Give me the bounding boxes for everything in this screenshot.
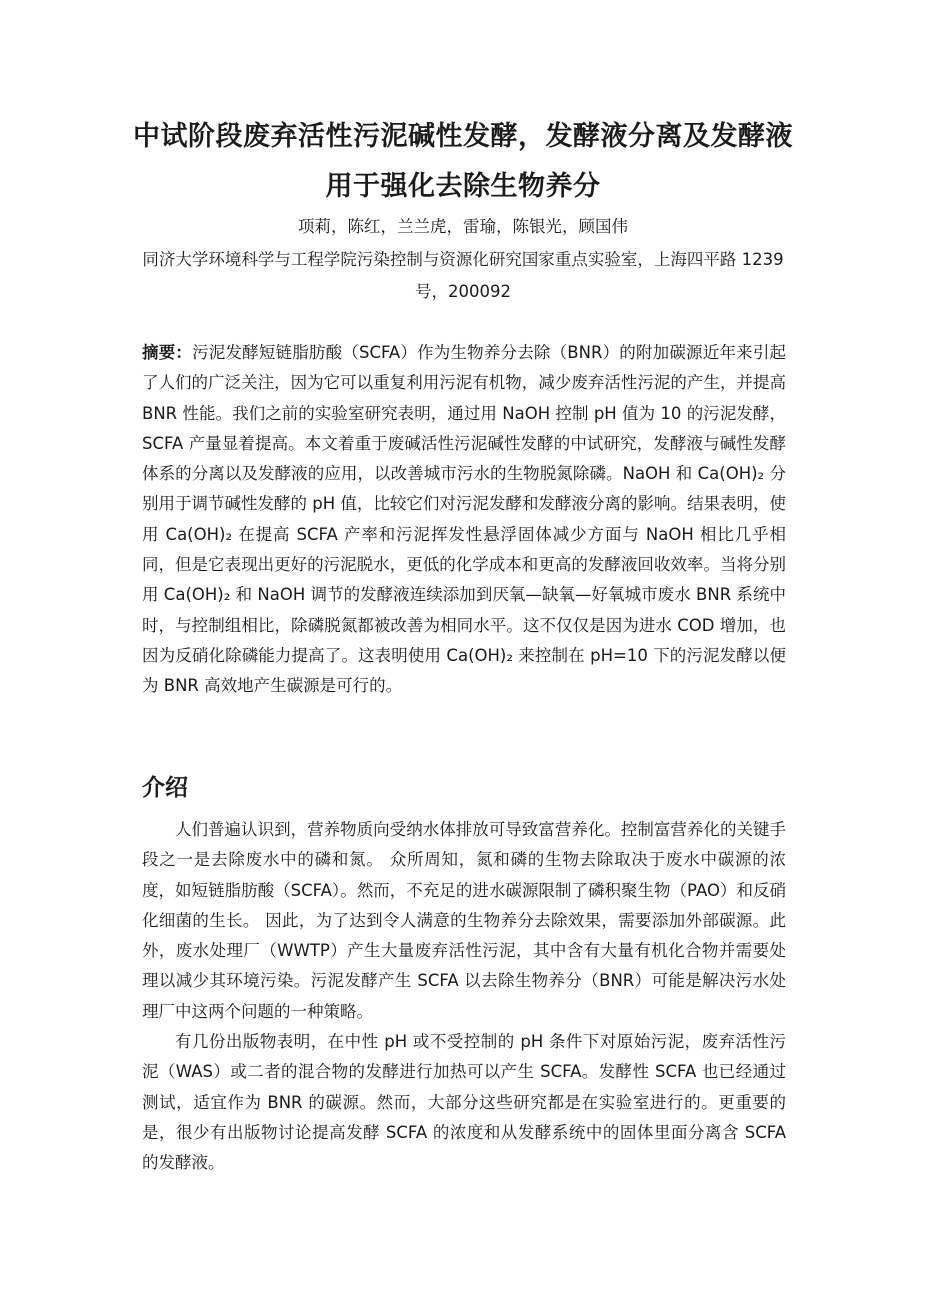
author-list: 项莉，陈红，兰兰虎，雷瑜，陈银光，顾国伟 [298,217,628,236]
paper-title: 中试阶段废弃活性污泥碱性发酵，发酵液分离及发酵液用于强化去除生物养分 [133,121,793,202]
abstract [142,338,786,702]
paragraph: 有几份出版物表明，在中性 pH 或不受控制的 pH 条件下对原始污泥，废弃活性污泥（WAS）或二者的混合物的发酵进行加热可以产生 SCFA。发酵性 SCFA 也已经通过测试，适宜作为 BNR 的碳源。然而，大部分这些研究都是在实验室进行的。更重要的是，很少有出版物讨论提高发酵 SCFA 的浓度和从发酵系统中的固体里面分离含 SCFA 的发酵液。 [142,1032,786,1173]
introduction-body [142,815,786,1179]
section-heading-introduction: 介绍 [142,775,188,801]
abstract-text: 污泥发酵短链脂肪酸（SCFA）作为生物养分去除（BNR）的附加碳源近年来引起了人们的广泛关注，因为它可以重复利用污泥有机物，减少废弃活性污泥的产生，并提高 BNR 性能。我们之前的实验室研究表明，通过用 NaOH 控制 pH 值为 10 的污泥发酵，SCFA 产量显着提高。本文着重于废碱活性污泥碱性发酵的中试研究，发酵液与碱性发酵体系的分离以及发酵液的应用，以改善城市污水的生物脱氮除磷。NaOH 和 Ca(OH)₂ 分别用于调节碱性发酵的 pH 值，比较它们对污泥发酵和发酵液分离的影响。结果表明，使用 Ca(OH)₂ 在提高 SCFA 产率和污泥挥发性悬浮固体减少方面与 NaOH 相比几乎相同，但是它表现出更好的污泥脱水，更低的化学成本和更高的发酵液回收效率。当将分别用 Ca(OH)₂ 和 NaOH 调节的发酵液连续添加到厌氧—缺氧—好氧城市废水 BNR 系统中时，与控制组相比，除磷脱氮都被改善为相同水平。这不仅仅是因为进水 COD 增加，也因为反硝化除磷能力提高了。这表明使用 Ca(OH)₂ 来控制在 pH=10 下的污泥发酵以便为 BNR 高效地产生碳源是可行的。 [142,343,787,696]
affiliation: 同济大学环境科学与工程学院污染控制与资源化研究国家重点实验室，上海四平路 1239 号，200092 [142,250,784,301]
abstract-label: 摘要： [142,343,193,362]
paragraph: 人们普遍认识到，营养物质向受纳水体排放可导致富营养化。控制富营养化的关键手段之一是去除废水中的磷和氮。 众所周知，氮和磷的生物去除取决于废水中碳源的浓度，如短链脂肪酸（SCFA）。然而，不充足的进水碳源限制了磷积聚生物（PAO）和反硝化细菌的生长。 因此，为了达到令人满意的生物养分去除效果，需要添加外部碳源。此外，废水处理厂（WWTP）产生大量废弃活性污泥，其中含有大量有机化合物并需要处理以减少其环境污染。污泥发酵产生 SCFA 以去除生物养分（BNR）可能是解决污水处理厂中这两个问题的一种策略。 [142,820,786,1021]
